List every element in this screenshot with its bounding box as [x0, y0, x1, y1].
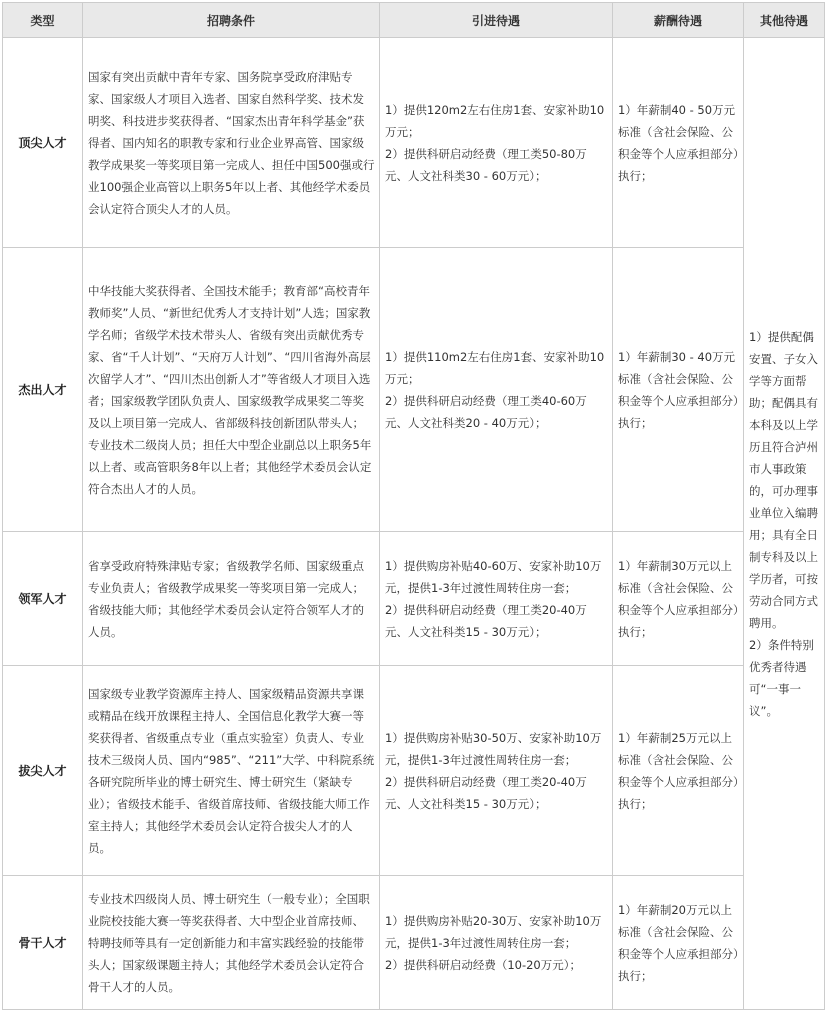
housing-benefit: 1）提供购房补贴30-50万、安家补助10万元，提供1-3年过渡性周转住房一套；	[385, 730, 602, 767]
header-salary: 薪酬待遇	[613, 3, 744, 38]
housing-benefit: 1）提供120m2左右住房1套、安家补助10万元；	[385, 102, 605, 139]
housing-benefit: 1）提供购房补贴20-30万、安家补助10万元，提供1-3年过渡性周转住房一套；	[385, 913, 602, 950]
recruitment-conditions: 国家级专业教学资源库主持人、国家级精品资源共享课或精品在线开放课程主持人、全国信息化教学大赛一等奖获得者、省级重点专业（重点实验室）负责人、专业技术三级岗人员、国内“985”、“211”大学、中科院系统各研究院所毕业的博士研究生、博士研究生（紧缺专业）；省级技术能手、省级首席技师、省级技能大师工作室主持人；其他经学术委员会认定符合拔尖人才的人员。	[83, 666, 380, 876]
salary-benefits: 1）年薪制40 - 50万元标准（含社会保险、公积金等个人应承担部分）执行；	[613, 38, 744, 248]
salary-benefits: 1）年薪制25万元以上标准（含社会保险、公积金等个人应承担部分）执行；	[613, 666, 744, 876]
housing-benefit: 1）提供购房补贴40-60万、安家补助10万元，提供1-3年过渡性周转住房一套；	[385, 558, 602, 595]
table-row	[3, 38, 825, 248]
talent-type: 拔尖人才	[3, 666, 83, 876]
research-funding: 2）提供科研启动经费（理工类20-40万元、人文社科类15 - 30万元）；	[385, 602, 587, 639]
talent-type: 杰出人才	[3, 248, 83, 532]
research-funding: 2）提供科研启动经费（理工类20-40万元、人文社科类15 - 30万元）；	[385, 774, 587, 811]
table-row	[3, 248, 825, 532]
recruitment-conditions: 中华技能大奖获得者、全国技术能手；教育部“高校青年教师奖”人员、“新世纪优秀人才支持计划”人选；国家教学名师；省级学术技术带头人、省级有突出贡献优秀专家、省“千人计划”、“天府万人计划”、“四川省海外高层次留学人才”、“四川杰出创新人才”等省级人才项目入选者；国家级教学团队负责人、国家级教学成果奖二等奖及以上项目第一完成人、省部级科技创新团队带头人；专业技术二级岗人员；担任大中型企业副总以上职务5年以上者、或高管职务8年以上者；其他经学术委员会认定符合杰出人才的人员。	[83, 248, 380, 532]
table-row	[3, 666, 825, 876]
salary-benefits: 1）年薪制20万元以上标准（含社会保险、公积金等个人应承担部分）执行；	[613, 876, 744, 1010]
research-funding: 2）提供科研启动经费（理工类40-60万元、人文社科类20 - 40万元）；	[385, 393, 587, 430]
salary-benefits: 1）年薪制30 - 40万元标准（含社会保险、公积金等个人应承担部分）执行；	[613, 248, 744, 532]
research-funding: 2）提供科研启动经费（10-20万元）；	[385, 957, 581, 972]
talent-type: 顶尖人才	[3, 38, 83, 248]
other-benefit-item: 2）条件特别优秀者待遇可“一事一议”。	[749, 637, 814, 718]
talent-type: 领军人才	[3, 532, 83, 666]
research-funding: 2）提供科研启动经费（理工类50-80万元、人文社科类30 - 60万元）；	[385, 146, 587, 183]
recruitment-conditions: 专业技术四级岗人员、博士研究生（一般专业）；全国职业院校技能大赛一等奖获得者、大中型企业首席技师、特聘技师等具有一定创新能力和丰富实践经验的技能带头人；国家级课题主持人；其他经学术委员会认定符合骨干人才的人员。	[83, 876, 380, 1010]
recruitment-conditions: 国家有突出贡献中青年专家、国务院享受政府津贴专家、国家级人才项目入选者、国家自然科学奖、技术发明奖、科技进步奖获得者、“国家杰出青年科学基金”获得者、国内知名的职教专家和行业企业界高管、国家级教学成果奖一等奖项目第一完成人、担任中国500强或行业100强企业高管以上职务5年以上者、其他经学术委员会认定符合顶尖人才的人员。	[83, 38, 380, 248]
talent-recruitment-table	[2, 2, 825, 1010]
intro-benefits	[380, 876, 613, 1010]
housing-benefit: 1）提供110m2左右住房1套、安家补助10万元；	[385, 349, 605, 386]
header-other-benefits: 其他待遇	[744, 3, 825, 38]
intro-benefits	[380, 532, 613, 666]
salary-benefits: 1）年薪制30万元以上标准（含社会保险、公积金等个人应承担部分）执行；	[613, 532, 744, 666]
table-header-row	[3, 3, 825, 38]
table-row	[3, 876, 825, 1010]
other-benefits	[744, 38, 825, 1010]
intro-benefits	[380, 38, 613, 248]
intro-benefits	[380, 666, 613, 876]
header-intro-benefits: 引进待遇	[380, 3, 613, 38]
talent-type: 骨干人才	[3, 876, 83, 1010]
table-row	[3, 532, 825, 666]
recruitment-conditions: 省享受政府特殊津贴专家；省级教学名师、国家级重点专业负责人；省级教学成果奖一等奖项目第一完成人；省级技能大师；其他经学术委员会认定符合领军人才的人员。	[83, 532, 380, 666]
intro-benefits	[380, 248, 613, 532]
other-benefit-item: 1）提供配偶安置、子女入学等方面帮助；配偶具有本科及以上学历且符合泸州市人事政策的，可办理事业单位入编聘用；具有全日制专科及以上学历者，可按劳动合同方式聘用。	[749, 329, 818, 630]
header-type: 类型	[3, 3, 83, 38]
header-conditions: 招聘条件	[83, 3, 380, 38]
